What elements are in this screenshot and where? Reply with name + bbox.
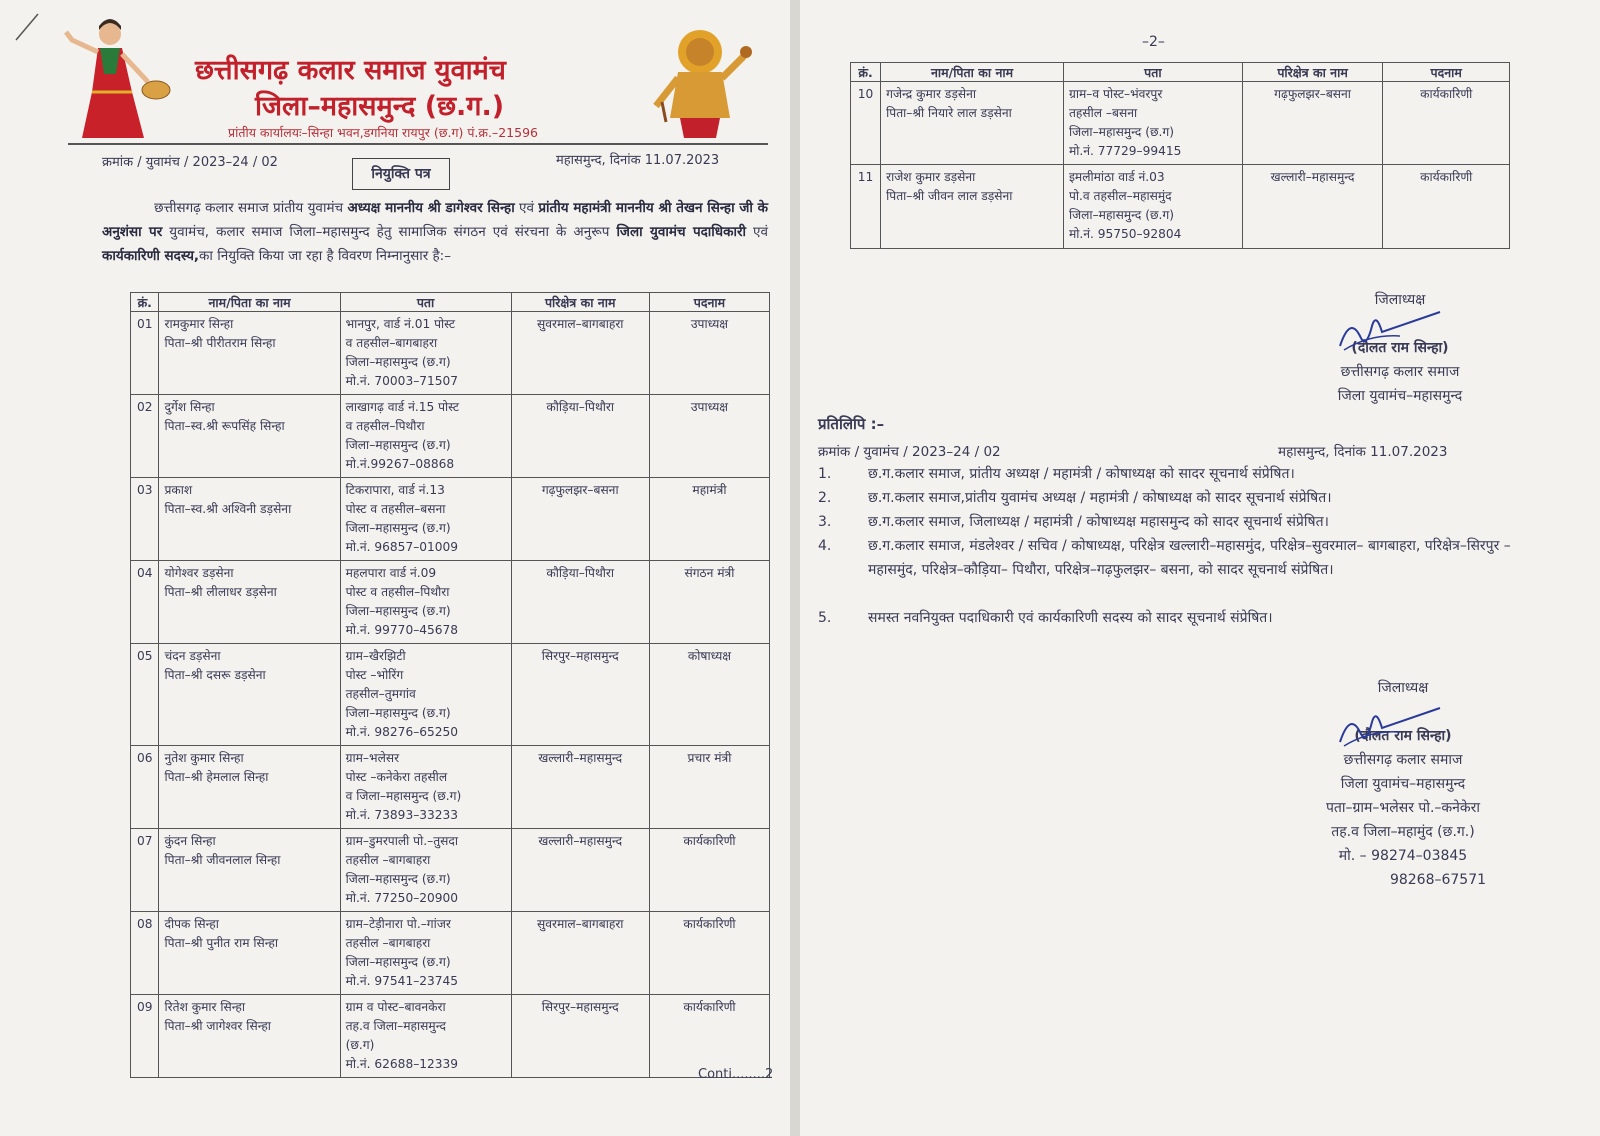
signatory-phone: 98268–67571 — [1389, 872, 1487, 888]
address-line: मो.नं. 96857–01009 — [345, 540, 459, 554]
copy-item — [818, 534, 1518, 606]
cell-serial: 07 — [131, 829, 159, 912]
intro-bold: कार्यकारिणी सदस्य, — [102, 248, 200, 264]
father-name: पिता–श्री जागेश्वर सिन्हा — [164, 1019, 271, 1033]
copy-num: 2. — [818, 490, 832, 506]
cell-serial: 08 — [131, 912, 159, 995]
copy-item — [818, 606, 1518, 630]
address-line: तहसील –बागबाहरा — [345, 853, 431, 867]
father-name: पिता–श्री नियारे लाल डड़सेना — [886, 106, 1012, 120]
address-line: पो.व तहसील–महासमुंद — [1068, 189, 1172, 203]
cell-area: गढ़फुलझर–बसना — [511, 478, 649, 561]
table-row — [851, 82, 1510, 165]
cell-area: सुवरमाल–बागबाहरा — [511, 912, 649, 995]
org-title: छत्तीसगढ़ कलार समाज युवामंच — [195, 55, 506, 86]
deity-illustration — [640, 22, 760, 140]
cell-area: खल्लारी–महासमुन्द — [511, 829, 649, 912]
cell-post: उपाध्यक्ष — [649, 312, 769, 395]
copy-item — [818, 486, 1518, 510]
copy-text: छ.ग.कलार समाज, मंडलेश्वर / सचिव / कोषाध्यक्ष, परिक्षेत्र खल्लारी–महासमुंद, परिक्षेत्र–सुवरमाल– बागबाहरा, परिक्षेत्र–सिरपुर –महासमुंद, परिक्षेत्र–कौड़िया– पिथौरा, परिक्षेत्र–गढ़फुलझर– बसना, को सादर सूचनार्थ संप्रेषित। — [868, 538, 1511, 578]
cell-address — [1063, 165, 1242, 249]
cell-serial: 06 — [131, 746, 159, 829]
father-name: पिता–स्व.श्री अश्विनी डड़सेना — [164, 502, 292, 516]
cell-area: गढ़फुलझर–बसना — [1242, 82, 1383, 165]
intro-bold: अध्यक्ष माननीय श्री डागेश्वर सिन्हा — [347, 200, 515, 216]
address-line: जिला–महासमुन्द (छ.ग) — [345, 872, 451, 886]
address-line: पोस्ट व तहसील–बसना — [345, 502, 446, 516]
cell-name — [159, 561, 340, 644]
copy-num: 1. — [818, 466, 832, 482]
address-line: ग्राम–खैरझिटी — [345, 649, 406, 663]
cell-address — [340, 478, 511, 561]
address-line: मो.नं. 97541–23745 — [345, 974, 459, 988]
cell-serial: 09 — [131, 995, 159, 1078]
address-line: ग्राम–व पोस्ट–भंवरपुर — [1068, 87, 1163, 101]
cell-address — [340, 395, 511, 478]
col-header-serial: क्रं. — [851, 63, 881, 82]
cell-address — [340, 912, 511, 995]
office-address: प्रांतीय कार्यालयः–सिन्हा भवन,डगनिया रायपुर (छ.ग) पं.क्र.–21596 — [228, 125, 538, 140]
cell-serial: 11 — [851, 165, 881, 249]
table-row — [131, 644, 770, 746]
cell-name — [159, 478, 340, 561]
address-line: मो.नं. 95750–92804 — [1068, 227, 1182, 241]
address-line: जिला–महासमुन्द (छ.ग) — [345, 438, 451, 452]
address-line: टिकरापारा, वार्ड नं.13 — [345, 483, 445, 497]
member-name: प्रकाश — [164, 483, 193, 497]
father-name: पिता–श्री हेमलाल सिन्हा — [164, 770, 269, 784]
cell-post: कार्यकारिणी — [649, 995, 769, 1078]
signature-scribble — [1330, 306, 1450, 354]
signatory-org: छत्तीसगढ़ कलार समाज — [1343, 752, 1463, 768]
member-name: चंदन डड़सेना — [164, 649, 221, 663]
members-table-page-1 — [130, 292, 770, 1078]
signatory-phone: मो. – 98274–03845 — [1338, 848, 1468, 864]
place-date: महासमुन्द, दिनांक 11.07.2023 — [556, 153, 720, 168]
signatory-org: छत्तीसगढ़ कलार समाज — [1340, 364, 1460, 380]
header-rule — [68, 143, 768, 145]
member-name: योगेश्वर डड़सेना — [164, 566, 234, 580]
members-table-page-2 — [850, 62, 1510, 249]
cell-post: संगठन मंत्री — [649, 561, 769, 644]
cell-address — [340, 995, 511, 1078]
copy-heading: प्रतिलिपि :– — [818, 415, 885, 433]
cell-serial: 05 — [131, 644, 159, 746]
col-header-area: परिक्षेत्र का नाम — [511, 293, 649, 312]
table-header-row — [131, 293, 770, 312]
pen-stroke-mark — [14, 12, 40, 42]
cell-name — [159, 829, 340, 912]
cell-post: कार्यकारिणी — [649, 829, 769, 912]
cell-serial: 03 — [131, 478, 159, 561]
cell-area: खल्लारी–महासमुन्द — [1242, 165, 1383, 249]
dancer-illustration — [52, 12, 172, 144]
father-name: पिता–श्री पीरीतराम सिन्हा — [164, 336, 276, 350]
father-name: पिता–श्री लीलाधर डड़सेना — [164, 585, 277, 599]
signatory-name: (दौलत राम सिन्हा) — [1354, 728, 1452, 744]
table-row — [131, 746, 770, 829]
copy-num: 3. — [818, 514, 832, 530]
member-name: दीपक सिन्हा — [164, 917, 219, 931]
address-line: पोस्ट व तहसील–पिथौरा — [345, 585, 450, 599]
table-row — [131, 912, 770, 995]
member-name: कुंदन सिन्हा — [164, 834, 216, 848]
cell-address — [340, 829, 511, 912]
cell-serial: 01 — [131, 312, 159, 395]
cell-post: कार्यकारिणी — [1383, 82, 1510, 165]
page-number: –2– — [1142, 34, 1165, 50]
col-header-name: नाम/पिता का नाम — [881, 63, 1064, 82]
address-line: मो.नं. 70003–71507 — [345, 374, 459, 388]
address-line: मो.नं. 62688–12339 — [345, 1057, 459, 1071]
address-line: मो.नं. 77250–20900 — [345, 891, 459, 905]
member-name: राजेश कुमार डड़सेना — [886, 170, 976, 184]
cell-name — [159, 395, 340, 478]
father-name: पिता–श्री पुनीत राम सिन्हा — [164, 936, 279, 950]
col-header-name: नाम/पिता का नाम — [159, 293, 340, 312]
signatory-unit: जिला युवामंच–महासमुन्द — [1337, 388, 1463, 404]
cell-area: कौड़िया–पिथौरा — [511, 395, 649, 478]
address-line: ग्राम–टेड़ीनारा पो.–गांजर — [345, 917, 451, 931]
signatory-name: (दौलत राम सिन्हा) — [1351, 340, 1449, 356]
father-name: पिता–श्री जीवनलाल सिन्हा — [164, 853, 281, 867]
member-name: नुतेश कुमार सिन्हा — [164, 751, 244, 765]
father-name: पिता–श्री जीवन लाल डड़सेना — [886, 189, 1013, 203]
copy-num: 5. — [818, 610, 832, 626]
col-header-post: पदनाम — [1383, 63, 1510, 82]
address-line: मो.नं. 98276–65250 — [345, 725, 459, 739]
address-line: भानपुर, वार्ड नं.01 पोस्ट — [345, 317, 456, 331]
address-line: मो.नं.99267–08868 — [345, 457, 455, 471]
copy-reference: क्रमांक / युवामंच / 2023–24 / 02 — [818, 444, 1001, 460]
signatory-address: तह.व जिला–महामुंद (छ.ग.) — [1331, 824, 1475, 840]
cell-address — [340, 561, 511, 644]
address-line: इमलीमांठा वार्ड नं.03 — [1068, 170, 1165, 184]
cell-address — [1063, 82, 1242, 165]
cell-name — [159, 912, 340, 995]
intro-text: युवामंच, कलार समाज जिला–महासमुन्द हेतु सामाजिक संगठन एवं संरचना के अनुरूप — [162, 224, 617, 240]
cell-name — [159, 644, 340, 746]
table-row — [131, 312, 770, 395]
col-header-serial: क्रं. — [131, 293, 159, 312]
address-line: ग्राम–डुमरपाली पो.–तुसदा — [345, 834, 459, 848]
address-line: व तहसील–बागबाहरा — [345, 336, 438, 350]
address-line: तहसील –बागबाहरा — [345, 936, 431, 950]
reference-number: क्रमांक / युवामंच / 2023–24 / 02 — [102, 155, 278, 170]
copy-item — [818, 462, 1518, 486]
address-line: मो.नं. 99770–45678 — [345, 623, 459, 637]
copy-text: छ.ग.कलार समाज, जिलाध्यक्ष / महामंत्री / कोषाध्यक्ष महासमुन्द को सादर सूचनार्थ संप्रेषित। — [868, 514, 1329, 530]
intro-text: छत्तीसगढ़ कलार समाज प्रांतीय युवामंच — [154, 200, 348, 216]
copy-text: छ.ग.कलार समाज, प्रांतीय अध्यक्ष / महामंत्री / कोषाध्यक्ष को सादर सूचनार्थ संप्रेषित। — [868, 466, 1295, 482]
cell-address — [340, 312, 511, 395]
father-name: पिता–स्व.श्री रूपसिंह सिन्हा — [164, 419, 285, 433]
cell-post: कोषाध्यक्ष — [649, 644, 769, 746]
cell-post: उपाध्यक्ष — [649, 395, 769, 478]
cell-serial: 04 — [131, 561, 159, 644]
address-line: (छ.ग) — [345, 1038, 375, 1052]
address-line: तहसील –बसना — [1068, 106, 1138, 120]
table-row — [131, 478, 770, 561]
address-line: पोस्ट –कनेकेरा तहसील — [345, 770, 448, 784]
father-name: पिता–श्री दसरू डड़सेना — [164, 668, 266, 682]
signatory-title: जिलाध्यक्ष — [1377, 680, 1429, 696]
cell-serial: 10 — [851, 82, 881, 165]
address-line: पोस्ट –भोरिंग — [345, 668, 404, 682]
address-line: लाखागढ़ वार्ड नं.15 पोस्ट — [345, 400, 460, 414]
intro-text: एवं — [746, 224, 769, 240]
address-line: महलपारा वार्ड नं.09 — [345, 566, 437, 580]
copy-text: छ.ग.कलार समाज,प्रांतीय युवामंच अध्यक्ष / महामंत्री / कोषाध्यक्ष को सादर सूचनार्थ संप्रेषित। — [868, 490, 1332, 506]
table-row — [131, 395, 770, 478]
intro-text: एवं — [514, 200, 539, 216]
cell-name — [881, 82, 1064, 165]
address-line: मो.नं. 77729–99415 — [1068, 144, 1182, 158]
address-line: व तहसील–पिथौरा — [345, 419, 425, 433]
col-header-address: पता — [1063, 63, 1242, 82]
address-line: जिला–महासमुन्द (छ.ग) — [345, 604, 451, 618]
continued-note: Conti........2 — [698, 1067, 774, 1082]
col-header-area: परिक्षेत्र का नाम — [1242, 63, 1383, 82]
cell-post: महामंत्री — [649, 478, 769, 561]
address-line: जिला–महासमुन्द (छ.ग) — [1068, 125, 1175, 139]
cell-address — [340, 746, 511, 829]
cell-post: कार्यकारिणी — [1383, 165, 1510, 249]
member-name: दुर्गेश सिन्हा — [164, 400, 215, 414]
copy-date: महासमुन्द, दिनांक 11.07.2023 — [1278, 444, 1448, 460]
address-line: जिला–महासमुन्द (छ.ग) — [1068, 208, 1175, 222]
document-type-box: नियुक्ति पत्र — [352, 158, 450, 190]
signatory-title: जिलाध्यक्ष — [1374, 292, 1426, 308]
cell-area: खल्लारी–महासमुन्द — [511, 746, 649, 829]
col-header-address: पता — [340, 293, 511, 312]
signatory-unit: जिला युवामंच–महासमुन्द — [1340, 776, 1466, 792]
district-title: जिला–महासमुन्द (छ.ग.) — [255, 91, 505, 122]
copy-text: समस्त नवनियुक्त पदाधिकारी एवं कार्यकारिणी सदस्य को सादर सूचनार्थ संप्रेषित। — [868, 610, 1273, 626]
copy-item — [818, 510, 1518, 534]
cell-name — [159, 746, 340, 829]
cell-area: सिरपुर–महासमुन्द — [511, 995, 649, 1078]
table-header-row — [851, 63, 1510, 82]
member-name: गजेन्द्र कुमार डड़सेना — [886, 87, 977, 101]
copy-num: 4. — [818, 538, 832, 554]
address-line: जिला–महासमुन्द (छ.ग) — [345, 955, 451, 969]
intro-bold: जिला युवामंच पदाधिकारी — [616, 224, 746, 240]
col-header-post: पदनाम — [649, 293, 769, 312]
letter-page-1 — [0, 0, 790, 1136]
member-name: रितेश कुमार सिन्हा — [164, 1000, 246, 1014]
cell-address — [340, 644, 511, 746]
address-line: जिला–महासमुन्द (छ.ग) — [345, 355, 451, 369]
cell-name — [881, 165, 1064, 249]
intro-text: का नियुक्ति किया जा रहा है विवरण निम्नानुसार है:– — [199, 248, 451, 264]
cell-area: कौड़िया–पिथौरा — [511, 561, 649, 644]
cell-area: सुवरमाल–बागबाहरा — [511, 312, 649, 395]
address-line: जिला–महासमुन्द (छ.ग) — [345, 706, 451, 720]
table-row — [851, 165, 1510, 249]
intro-paragraph — [102, 196, 768, 268]
address-line: व जिला–महासमुन्द (छ.ग) — [345, 789, 462, 803]
member-name: रामकुमार सिन्हा — [164, 317, 234, 331]
cell-serial: 02 — [131, 395, 159, 478]
cell-post: कार्यकारिणी — [649, 912, 769, 995]
address-line: ग्राम व पोस्ट–बावनकेरा — [345, 1000, 446, 1014]
signature-scribble — [1330, 702, 1450, 750]
address-line: तहसील–तुमगांव — [345, 687, 416, 701]
cell-name — [159, 995, 340, 1078]
table-row — [131, 829, 770, 912]
address-line: ग्राम–भलेसर — [345, 751, 400, 765]
cell-area: सिरपुर–महासमुन्द — [511, 644, 649, 746]
address-line: मो.नं. 73893–33233 — [345, 808, 459, 822]
address-line: तह.व जिला–महासमुन्द — [345, 1019, 446, 1033]
signatory-address: पता–ग्राम–भलेसर पो.–कनेकेरा — [1325, 800, 1481, 816]
cell-name — [159, 312, 340, 395]
address-line: जिला–महासमुन्द (छ.ग) — [345, 521, 451, 535]
table-row — [131, 995, 770, 1078]
intro-bold: प्रांतीय महामंत्री माननीय श्री तेखन सिन्हा जी के अनुशंसा पर — [102, 200, 768, 240]
table-row — [131, 561, 770, 644]
cell-post: प्रचार मंत्री — [649, 746, 769, 829]
